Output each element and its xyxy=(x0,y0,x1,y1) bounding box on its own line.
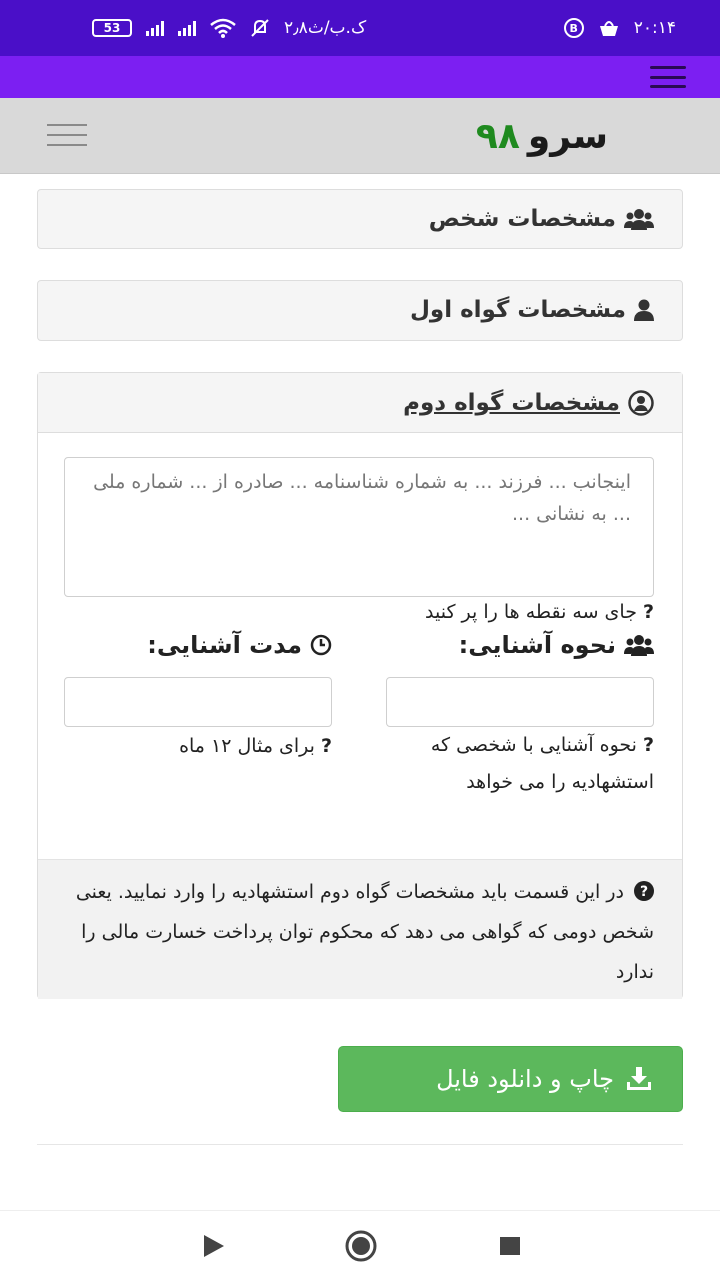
print-download-label: چاپ و دانلود فایل xyxy=(436,1065,614,1093)
system-nav-bar xyxy=(0,1210,720,1280)
status-left xyxy=(92,18,366,38)
b-app-icon: B xyxy=(564,18,584,38)
panel-person[interactable] xyxy=(37,189,683,249)
panel-second-witness xyxy=(37,372,683,999)
logo-number: ۹۸ xyxy=(475,116,520,157)
panel-person-header[interactable] xyxy=(38,190,682,248)
panel-first-witness[interactable] xyxy=(37,280,683,341)
panel-first-witness-header[interactable] xyxy=(38,281,682,339)
question-icon: ? xyxy=(320,735,332,757)
info-note: ? در این قسمت باید مشخصات گواه دوم استشهادیه را وارد نمایید. یعنی شخص دومی که گواهی می دهد که محکوم توان پرداخت خسارت مالی را ندارد xyxy=(38,859,682,999)
wifi-icon xyxy=(210,18,236,38)
data-speed: ۲٫۸ک.ب/ث xyxy=(284,18,367,38)
user-icon xyxy=(634,299,654,321)
home-icon[interactable] xyxy=(345,1230,377,1262)
duration-hint: ?برای مثال ۱۲ ماه xyxy=(179,735,332,757)
users-icon xyxy=(624,208,654,230)
recents-icon[interactable] xyxy=(500,1237,520,1255)
back-icon[interactable] xyxy=(204,1235,224,1257)
question-icon: ? xyxy=(642,601,654,623)
logo-text: سرو xyxy=(527,116,608,157)
panel-second-witness-header[interactable] xyxy=(38,373,682,433)
duration-input[interactable] xyxy=(64,677,332,727)
svg-text:?: ? xyxy=(639,884,649,900)
textarea-hint: ?جای سه نقطه ها را پر کنید xyxy=(425,601,654,623)
battery-icon: 53 xyxy=(92,19,132,37)
clock-time: ۲۰:۱۴ xyxy=(633,18,676,38)
site-logo[interactable] xyxy=(476,116,608,157)
question-circle-icon xyxy=(634,881,654,901)
question-icon: ? xyxy=(642,734,654,756)
site-header xyxy=(0,98,720,174)
status-bar xyxy=(0,0,720,56)
app-bar xyxy=(0,56,720,98)
panel-first-witness-title: مشخصات گواه اول xyxy=(409,297,626,323)
status-right xyxy=(564,18,676,38)
signal-icon xyxy=(146,20,164,36)
download-icon xyxy=(626,1067,652,1091)
print-download-button[interactable] xyxy=(338,1046,683,1112)
muted-bell-icon xyxy=(250,18,270,38)
witness-details-textarea[interactable]: اینجانب ... فرزند ... به شماره شناسنامه ... صادره از ... شماره ملی ... به نشانی ... xyxy=(64,457,654,597)
panel-second-witness-title: مشخصات گواه دوم xyxy=(403,389,620,416)
signal-icon-2 xyxy=(178,20,196,36)
clock-icon xyxy=(310,634,332,656)
user-circle-icon xyxy=(628,390,654,416)
duration-label: مدت آشنایی: xyxy=(147,631,332,659)
users-icon xyxy=(624,634,654,656)
acquaintance-label: نحوه آشنایی: xyxy=(459,631,654,659)
acquaintance-input[interactable] xyxy=(386,677,654,727)
panel-person-title: مشخصات شخص xyxy=(428,206,616,232)
site-menu-icon[interactable] xyxy=(47,124,87,146)
shop-icon xyxy=(598,18,620,38)
app-menu-icon[interactable] xyxy=(650,66,686,88)
acquaintance-hint: ?نحوه آشنایی با شخصی که استشهادیه را می خواهد xyxy=(430,734,654,793)
divider xyxy=(37,1144,683,1145)
